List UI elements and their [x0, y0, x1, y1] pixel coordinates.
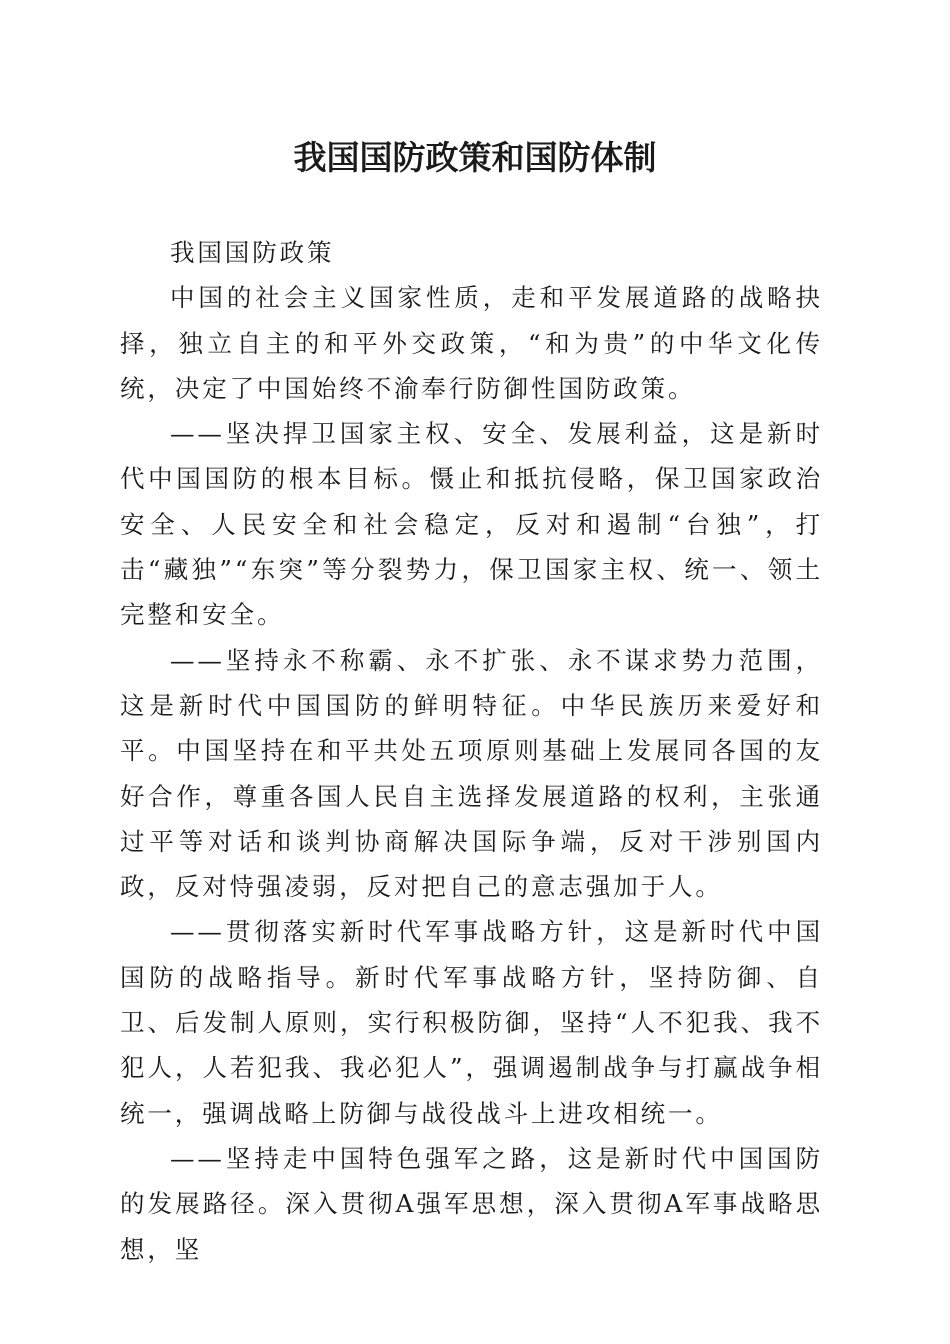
paragraph-strategic-guidance: ——贯彻落实新时代军事战略方针，这是新时代中国国防的战略指导。新时代军事战略方针，坚持防御、自卫、后发制人原则，实行积极防御，坚持“人不犯我、我不犯人，人若犯我、我必犯人”，强调遏制战争与打赢战争相统一，强调战略上防御与战役战斗上进攻相统一。: [120, 917, 823, 1128]
paragraph-intro: 中国的社会主义国家性质，走和平发展道路的战略抉择，独立自主的和平外交政策，“和为贵”的中华文化传统，决定了中国始终不渝奉行防御性国防政策。: [120, 283, 823, 403]
paragraph-development-path: ——坚持走中国特色强军之路，这是新时代中国国防的发展路径。深入贯彻A强军思想，深入贯彻A军事战略思想，坚: [120, 1143, 823, 1264]
paragraph-distinctive-feature: ——坚持永不称霸、永不扩张、永不谋求势力范围，这是新时代中国国防的鲜明特征。中华民族历来爱好和平。中国坚持在和平共处五项原则基础上发展同各国的友好合作，尊重各国人民自主选择发展道路的权利，主张通过平等对话和谈判协商解决国际争端，反对干涉别国内政，反对恃强凌弱，反对把自己的意志强加于人。: [120, 645, 823, 902]
document-title: 我国国防政策和国防体制: [293, 138, 657, 177]
section-heading: 我国国防政策: [170, 238, 335, 267]
paragraph-fundamental-goal: ——坚决捍卫国家主权、安全、发展利益，这是新时代中国国防的根本目标。慑止和抵抗侵略，保卫国家政治安全、人民安全和社会稳定，反对和遏制“台独”，打击“藏独”“东突”等分裂势力，保卫国家主权、统一、领土完整和安全。: [120, 419, 823, 630]
document-body: [120, 230, 823, 1272]
